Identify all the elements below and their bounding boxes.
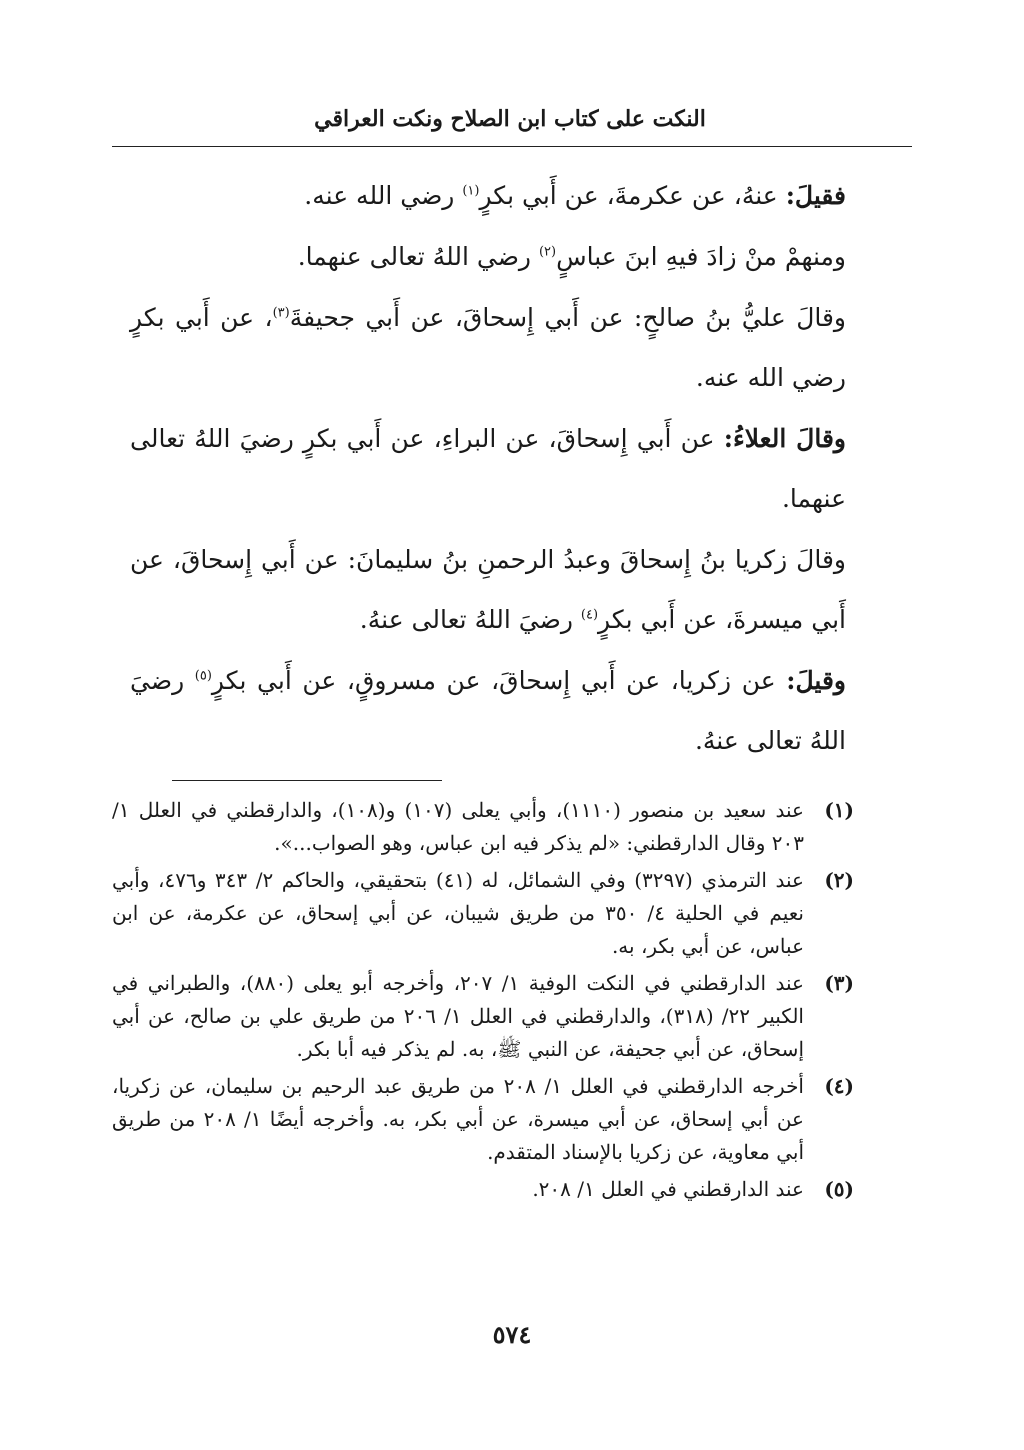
footnote-ref[interactable]: (٢) [538,244,557,260]
footnote-text: عند الدارقطني في النكت الوفية ١/ ٢٠٧، وأخرجه أبو يعلى (٨٨٠)، والطبراني في الكبير ٢٢/ (٣١٨)، والدارقطني في العلل ١/ ٢٠٦ من طريق علي بن صالح، عن أبي إسحاق، عن أبي جحيفة، عن النبي ﷺ، به. لم يذكر فيه أبا بكر. [112,971,804,1061]
footnote [112,967,854,1066]
footnote-ref[interactable]: (٤) [580,607,599,623]
paragraph-text: عن أَبي إِسحاقَ، عن البراءِ، عن أَبي بكرٍ رضيَ اللهُ تعالى عنهما. [130,424,846,513]
footnote [112,1070,854,1169]
footnotes [112,794,854,1210]
paragraph-lead: وقالَ العلاءُ: [723,424,846,453]
footnote-text: عند الترمذي (٣٢٩٧) وفي الشمائل، له (٤١) بتحقيقي، والحاكم ٢/ ٣٤٣ و٤٧٦، وأبي نعيم في الحلية ٤/ ٣٥٠ من طريق شيبان، عن أبي إسحاق، عن عكرمة، عن ابن عباس، عن أبي بكر، به. [112,868,804,958]
paragraph-text: عن زكريا، عن أَبي إِسحاقَ، عن مسروقٍ، عن أَبي بكرٍ [211,666,787,695]
header-divider [112,146,912,147]
paragraph-text: وقالَ عليُّ بنُ صالحٍ: عن أَبي إِسحاقَ، عن أَبي جحيفةَ [289,303,847,332]
footnote-number: (٥) [824,1177,854,1201]
footnote-text: عند سعيد بن منصور (١١١٠)، وأبي يعلى (١٠٧) و(١٠٨)، والدارقطني في العلل ١/ ٢٠٣ وقال الدارقطني: «لم يذكر فيه ابن عباس، وهو الصواب...». [112,798,804,855]
footnote-number: (٣) [824,971,854,995]
paragraph [130,530,846,650]
paragraph-lead: فقيلَ: [785,181,846,210]
paragraph [130,409,846,529]
page-number: ٥٧٤ [492,1320,532,1349]
paragraph-text: ومنهمْ منْ زادَ فيهِ ابنَ عباسٍ [556,242,846,271]
paragraph [130,651,846,771]
running-header: النكت على كتاب ابن الصلاح ونكت العراقي [314,106,706,132]
footnote-divider [172,780,442,781]
paragraph [130,288,846,408]
footnote-ref[interactable]: (٥) [194,668,212,684]
paragraph [130,227,846,287]
paragraph-text: وقالَ زكريا بنُ إِسحاقَ وعبدُ الرحمنِ بنُ سليمانَ: عن أَبي إِسحاقَ، عن أَبي ميسرةَ، عن أَبي بكرٍ [130,545,846,634]
footnote-number: (٤) [824,1074,854,1098]
footnote-number: (٢) [824,868,854,892]
footnote [112,794,854,860]
footnote-text: أخرجه الدارقطني في العلل ١/ ٢٠٨ من طريق عبد الرحيم بن سليمان، عن زكريا، عن أبي إسحاق، عن أبي ميسرة، عن أبي بكر، به. وأخرجه أيضًا ١/ ٢٠٨ من طريق أبي معاوية، عن زكريا بالإسناد المتقدم. [112,1074,804,1164]
paragraph-tail: رضيَ اللهُ تعالى عنهُ. [130,666,846,755]
footnote-number: (١) [824,798,854,822]
main-text [130,166,846,772]
paragraph-tail: رضي الله عنه. [304,181,463,210]
paragraph-tail: رضي اللهُ تعالى عنهما. [297,242,539,271]
paragraph-tail: ، عن أَبي بكرٍ رضي الله عنه. [130,303,846,392]
paragraph [130,166,846,226]
footnote-ref[interactable]: (٣) [272,305,290,321]
footnote [112,864,854,963]
footnote [112,1173,854,1206]
paragraph-lead: وقيلَ: [786,666,846,695]
paragraph-tail: رضيَ اللهُ تعالى عنهُ. [359,605,581,634]
paragraph-text: عنهُ، عن عكرمةَ، عن أَبي بكرٍ [479,181,786,210]
footnote-ref[interactable]: (١) [462,183,480,199]
footnote-text: عند الدارقطني في العلل ١/ ٢٠٨. [532,1177,804,1201]
